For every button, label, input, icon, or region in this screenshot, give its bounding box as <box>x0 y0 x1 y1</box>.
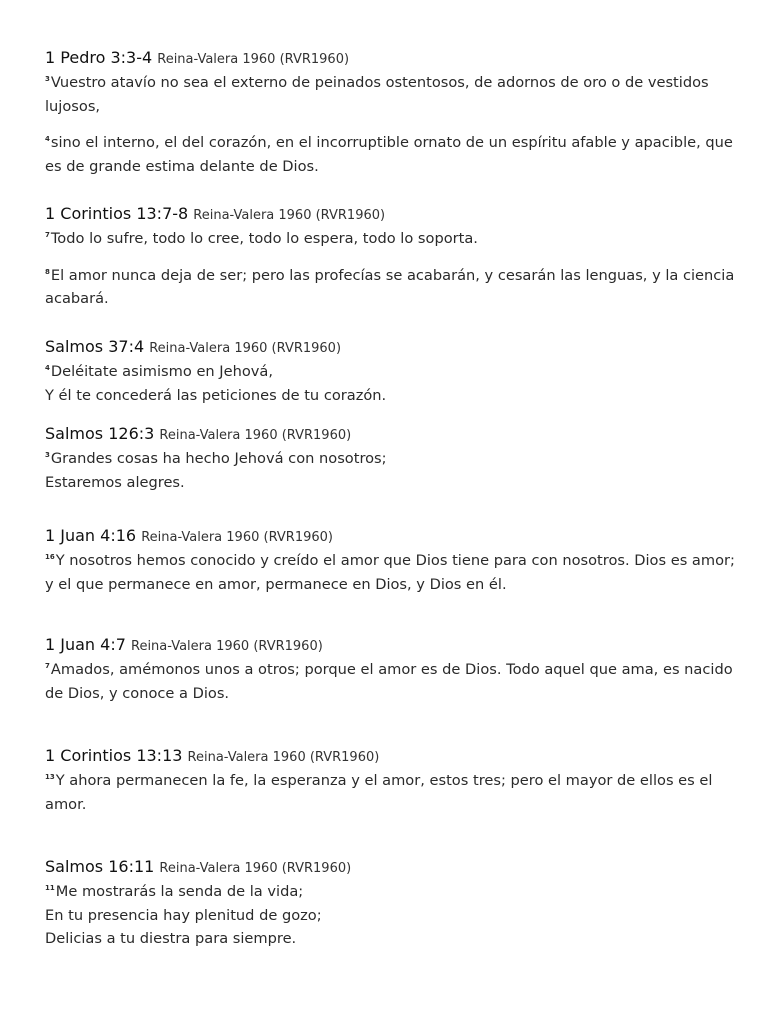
passage-reference: Salmos 126:3 <box>45 424 155 443</box>
verse-text: Y nosotros hemos conocido y creído el amor que Dios tiene para con nosotros. Dios es amor; y el que permanece en amor, permanece en Dios, y Dios en él. <box>45 552 735 593</box>
verse <box>45 261 735 311</box>
bible-version: Reina-Valera 1960 (RVR1960) <box>131 639 323 654</box>
bible-version: Reina-Valera 1960 (RVR1960) <box>157 52 350 67</box>
bible-version: Reina-Valera 1960 (RVR1960) <box>193 208 386 223</box>
verse-line: Y él te concederá las peticiones de tu corazón. <box>45 386 387 404</box>
verse-line <box>45 444 735 471</box>
verse-number: 3 <box>45 75 50 83</box>
verse <box>45 766 735 816</box>
verse-text: Grandes cosas ha hecho Jehová con nosotros; <box>50 450 387 467</box>
passage-header <box>45 424 735 444</box>
bible-version: Reina-Valera 1960 (RVR1960) <box>149 341 342 356</box>
passage-reference: 1 Corintios 13:7-8 <box>45 204 189 223</box>
verse-number: 4 <box>45 135 50 143</box>
passage-header <box>45 526 735 546</box>
verse <box>45 68 735 118</box>
verse <box>45 444 735 494</box>
passage-1-pedro-3 <box>45 48 735 178</box>
passage-reference: 1 Corintios 13:13 <box>45 746 183 765</box>
passage-header <box>45 337 735 357</box>
verse-number: 8 <box>45 267 50 276</box>
verse <box>45 655 735 705</box>
verse-number: 7 <box>45 231 50 239</box>
verse-text: Todo lo sufre, todo lo cree, todo lo espera, todo lo soporta. <box>50 230 478 247</box>
verse-number: 11 <box>45 884 55 892</box>
verse <box>45 128 735 178</box>
passage-reference: 1 Juan 4:7 <box>45 635 126 654</box>
verse-number: 16 <box>45 553 55 561</box>
verse-line: Estaremos alegres. <box>45 473 185 491</box>
verse <box>45 877 735 951</box>
passage-header <box>45 857 735 877</box>
bible-version: Reina-Valera 1960 (RVR1960) <box>159 428 352 443</box>
passage-header <box>45 635 735 655</box>
verse-line: Delicias a tu diestra para siempre. <box>45 930 297 947</box>
verse-number: 13 <box>45 773 55 781</box>
bible-version: Reina-Valera 1960 (RVR1960) <box>159 861 352 876</box>
passage-reference: 1 Juan 4:16 <box>45 526 137 545</box>
verse-text: El amor nunca deja de ser; pero las profecías se acabarán, y cesarán las lenguas, y la ciencia acabará. <box>45 266 735 307</box>
passage-header <box>45 746 735 766</box>
verse-line <box>45 357 735 384</box>
passage-reference: 1 Pedro 3:3-4 <box>45 48 153 67</box>
verse-line: En tu presencia hay plenitud de gozo; <box>45 906 322 924</box>
verse <box>45 546 735 596</box>
verse-text: Y ahora permanecen la fe, la esperanza y el amor, estos tres; pero el mayor de ellos es el amor. <box>45 772 713 813</box>
passage-reference: Salmos 37:4 <box>45 337 145 356</box>
passage-salmos-126 <box>45 424 735 494</box>
verse-number: 3 <box>45 451 50 459</box>
passage-salmos-16 <box>45 857 735 951</box>
passage-salmos-37 <box>45 337 735 407</box>
bible-version: Reina-Valera 1960 (RVR1960) <box>141 530 333 545</box>
verse-number: 4 <box>45 364 50 372</box>
verse-text: Me mostrarás la senda de la vida; <box>55 883 304 900</box>
bible-version: Reina-Valera 1960 (RVR1960) <box>187 750 380 765</box>
passage-1-juan-4-7 <box>45 635 735 705</box>
passage-1-juan-4-16 <box>45 526 735 596</box>
verse-line <box>45 877 735 904</box>
verse <box>45 357 735 407</box>
passage-header <box>45 204 735 224</box>
verse-number: 7 <box>45 662 50 670</box>
passage-header <box>45 48 735 68</box>
verse <box>45 224 735 251</box>
verse-text: Vuestro atavío no sea el externo de peinados ostentosos, de adornos de oro o de vestidos lujosos, <box>45 74 709 115</box>
passage-1-corintios-13-13 <box>45 746 735 816</box>
passage-reference: Salmos 16:11 <box>45 857 155 876</box>
passage-1-corintios-13-7 <box>45 204 735 311</box>
verse-text: Deléitate asimismo en Jehová, <box>50 363 273 380</box>
verse-text: sino el interno, el del corazón, en el incorruptible ornato de un espíritu afable y apacible, que es de grande estima delante de Dios. <box>45 134 733 175</box>
verse-text: Amados, amémonos unos a otros; porque el amor es de Dios. Todo aquel que ama, es nacido de Dios, y conoce a Dios. <box>45 661 733 702</box>
